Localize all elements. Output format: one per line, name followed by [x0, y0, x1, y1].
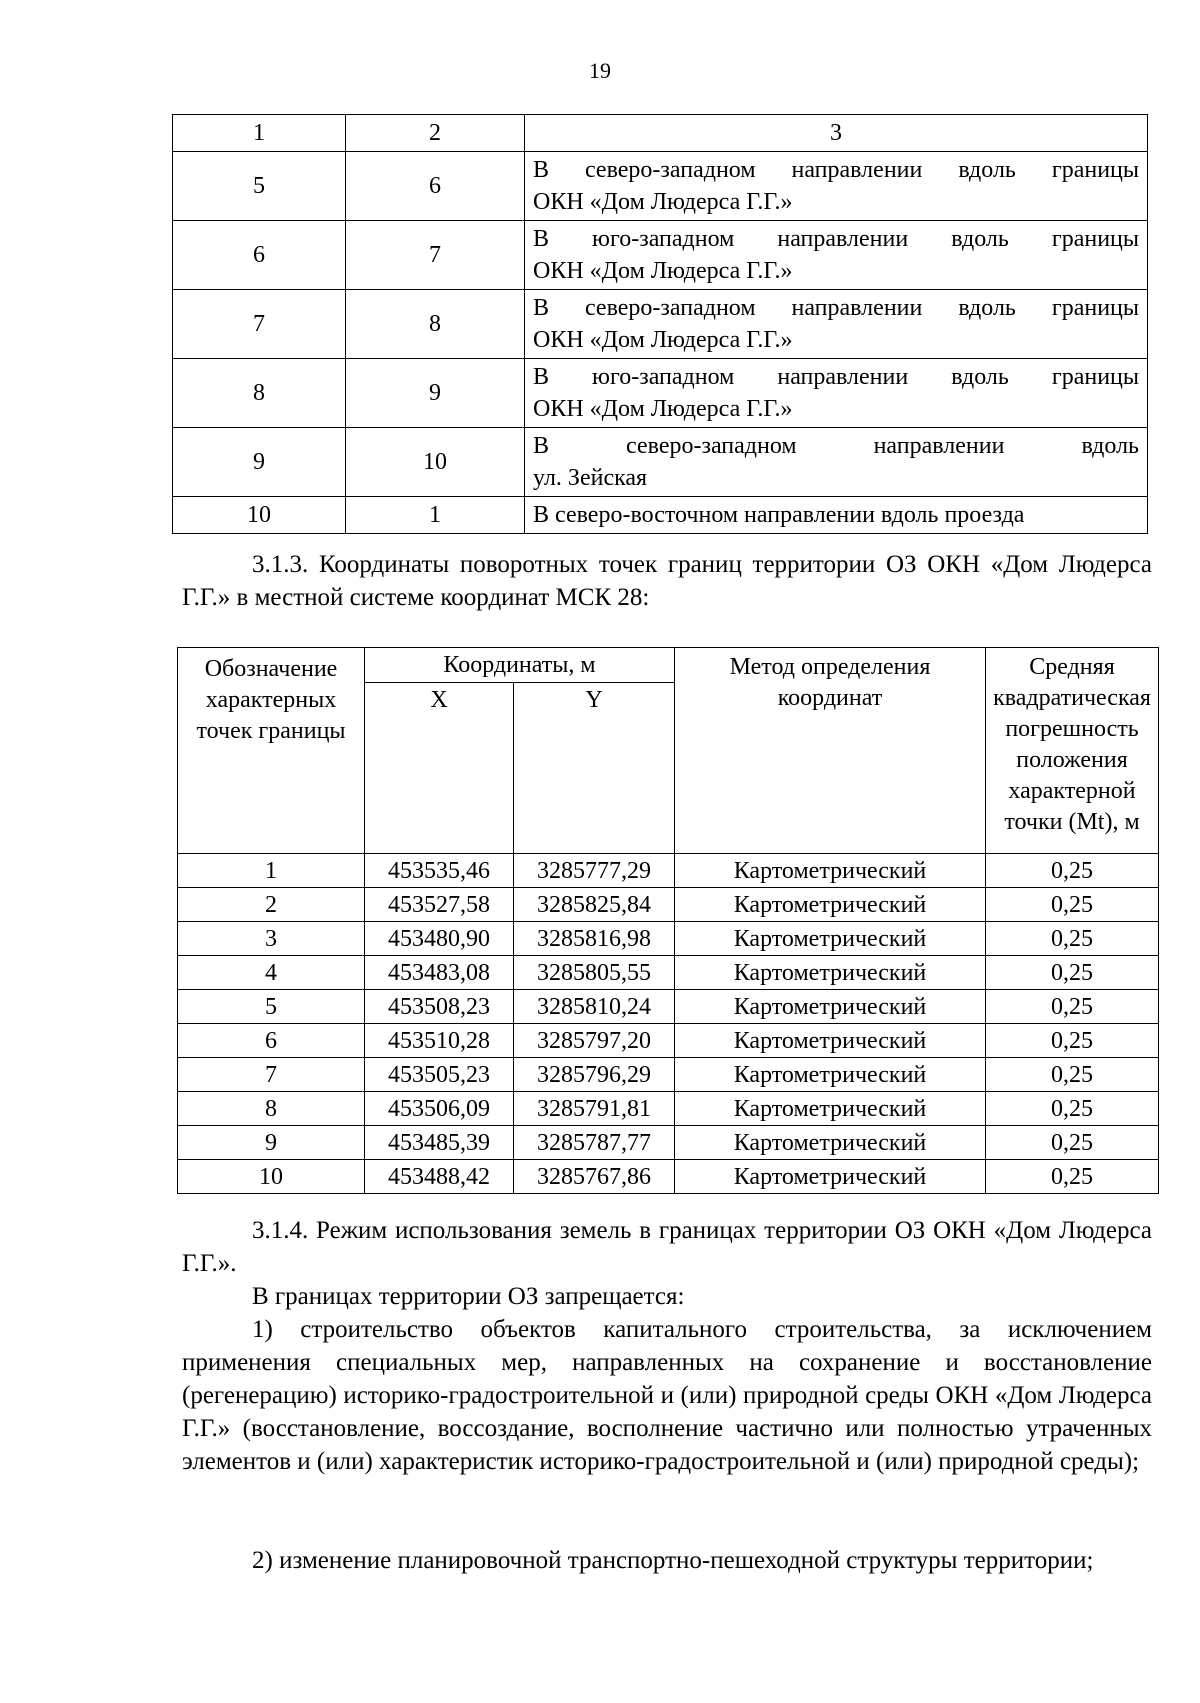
y-cell: 3285825,84: [514, 888, 675, 922]
section-3-1-3-text: [182, 548, 1152, 614]
point-cell: 4: [178, 956, 365, 990]
description-cell: В северо-восточном направлении вдоль проезда: [525, 497, 1148, 534]
description-line: ОКН «Дом Людерса Г.Г.»: [533, 327, 793, 353]
header-cell: 3: [525, 115, 1148, 152]
method-header: Метод определения координат: [675, 648, 986, 854]
method-cell: Картометрический: [675, 1160, 986, 1194]
table-row: [173, 359, 1148, 428]
error-header: Средняя квадратическая погрешность положения характерной точки (Mt), м: [986, 648, 1159, 854]
table-row: [178, 922, 1159, 956]
method-cell: Картометрический: [675, 854, 986, 888]
description-cell: [525, 152, 1148, 221]
point-cell: 2: [178, 888, 365, 922]
point-cell: 3: [178, 922, 365, 956]
table-row: [178, 1092, 1159, 1126]
description-line: В юго-западном направлении вдоль границы: [533, 364, 1139, 390]
x-cell: 453505,23: [365, 1058, 514, 1092]
table-row: [178, 888, 1159, 922]
point-cell: 5: [178, 990, 365, 1024]
section-3-1-4-intro: [182, 1280, 1152, 1313]
x-header: X: [365, 683, 514, 854]
table-header-row: [173, 115, 1148, 152]
from-point-cell: 10: [173, 497, 346, 534]
section-3-1-3-content: 3.1.3. Координаты поворотных точек границ территории ОЗ ОКН «Дом Людерса Г.Г.» в местной системе координат МСК 28:: [182, 551, 1152, 611]
description-line: ОКН «Дом Людерса Г.Г.»: [533, 396, 793, 422]
x-cell: 453535,46: [365, 854, 514, 888]
description-line: В юго-западном направлении вдоль границы: [533, 226, 1139, 252]
y-cell: 3285777,29: [514, 854, 675, 888]
to-point-cell: 1: [346, 497, 525, 534]
from-point-cell: 9: [173, 428, 346, 497]
to-point-cell: 6: [346, 152, 525, 221]
error-cell: 0,25: [986, 1160, 1159, 1194]
method-cell: Картометрический: [675, 1058, 986, 1092]
table-row: [173, 221, 1148, 290]
to-point-cell: 7: [346, 221, 525, 290]
table-header-row: [178, 648, 1159, 683]
x-cell: 453508,23: [365, 990, 514, 1024]
section-3-1-4-heading-text: 3.1.4. Режим использования земель в границах территории ОЗ ОКН «Дом Людерса Г.Г.».: [182, 1217, 1152, 1277]
to-point-cell: 9: [346, 359, 525, 428]
y-header: Y: [514, 683, 675, 854]
error-cell: 0,25: [986, 1058, 1159, 1092]
x-cell: 453488,42: [365, 1160, 514, 1194]
header-cell: 2: [346, 115, 525, 152]
table-row: [178, 1126, 1159, 1160]
description-line: ОКН «Дом Людерса Г.Г.»: [533, 258, 793, 284]
method-cell: Картометрический: [675, 888, 986, 922]
table-row: [178, 990, 1159, 1024]
to-point-cell: 8: [346, 290, 525, 359]
from-point-cell: 6: [173, 221, 346, 290]
x-cell: 453527,58: [365, 888, 514, 922]
description-cell: [525, 359, 1148, 428]
y-cell: 3285767,86: [514, 1160, 675, 1194]
x-cell: 453483,08: [365, 956, 514, 990]
to-point-cell: 10: [346, 428, 525, 497]
table-row: [178, 1160, 1159, 1194]
description-line: В северо-западном направлении вдоль границы: [533, 157, 1139, 183]
page-number: 19: [589, 58, 611, 83]
item-1-text: 1) строительство объектов капитального строительства, за исключением применения специальных мер, направленных на сохранение и восстановление (регенерацию) историко-градостроительной и (или) природной среды ОКН «Дом Людерса Г.Г.» (восстановление, воссоздание, восполнение частично или полностью утраченных элементов и (или) характеристик историко-градостроительной и (или) природной среды);: [182, 1316, 1152, 1475]
description-line: ул. Зейская: [533, 465, 648, 491]
point-cell: 9: [178, 1126, 365, 1160]
description-cell: [525, 221, 1148, 290]
point-header: Обозначение характерных точек границы: [178, 648, 365, 854]
y-cell: 3285791,81: [514, 1092, 675, 1126]
coordinates-table: [177, 647, 1159, 1194]
description-cell: [525, 290, 1148, 359]
section-3-1-4-item-2: [182, 1544, 1152, 1577]
x-cell: 453480,90: [365, 922, 514, 956]
error-cell: 0,25: [986, 1092, 1159, 1126]
coordinates-header: Координаты, м: [365, 648, 675, 683]
error-cell: 0,25: [986, 888, 1159, 922]
description-cell: [525, 428, 1148, 497]
point-cell: 10: [178, 1160, 365, 1194]
method-cell: Картометрический: [675, 922, 986, 956]
point-cell: 7: [178, 1058, 365, 1092]
description-line: В северо-западном направлении вдоль границы: [533, 295, 1139, 321]
x-cell: 453485,39: [365, 1126, 514, 1160]
table-row: [178, 956, 1159, 990]
method-cell: Картометрический: [675, 1126, 986, 1160]
error-cell: 0,25: [986, 956, 1159, 990]
x-cell: 453510,28: [365, 1024, 514, 1058]
section-3-1-4-intro-text: В границах территории ОЗ запрещается:: [252, 1283, 685, 1310]
error-cell: 0,25: [986, 1024, 1159, 1058]
point-cell: 6: [178, 1024, 365, 1058]
y-cell: 3285796,29: [514, 1058, 675, 1092]
description-line: ОКН «Дом Людерса Г.Г.»: [533, 189, 793, 215]
section-3-1-4-item-1: [182, 1313, 1152, 1478]
error-cell: 0,25: [986, 1126, 1159, 1160]
y-cell: 3285797,20: [514, 1024, 675, 1058]
method-cell: Картометрический: [675, 1024, 986, 1058]
error-cell: 0,25: [986, 854, 1159, 888]
section-3-1-4-heading: [182, 1214, 1152, 1280]
y-cell: 3285805,55: [514, 956, 675, 990]
boundary-description-table: [172, 114, 1148, 534]
point-cell: 8: [178, 1092, 365, 1126]
table-row: [178, 1058, 1159, 1092]
table-row: [173, 428, 1148, 497]
table-row: [173, 497, 1148, 534]
error-cell: 0,25: [986, 922, 1159, 956]
table-row: [178, 854, 1159, 888]
y-cell: 3285810,24: [514, 990, 675, 1024]
table-row: [178, 1024, 1159, 1058]
header-cell: 1: [173, 115, 346, 152]
table-row: [173, 152, 1148, 221]
method-cell: Картометрический: [675, 1092, 986, 1126]
method-cell: Картометрический: [675, 990, 986, 1024]
y-cell: 3285787,77: [514, 1126, 675, 1160]
description-line: В северо-западном направлении вдоль: [533, 433, 1139, 459]
from-point-cell: 5: [173, 152, 346, 221]
table-row: [173, 290, 1148, 359]
method-cell: Картометрический: [675, 956, 986, 990]
error-cell: 0,25: [986, 990, 1159, 1024]
point-cell: 1: [178, 854, 365, 888]
from-point-cell: 7: [173, 290, 346, 359]
y-cell: 3285816,98: [514, 922, 675, 956]
item-2-text: 2) изменение планировочной транспортно-пешеходной структуры территории;: [252, 1547, 1094, 1574]
x-cell: 453506,09: [365, 1092, 514, 1126]
from-point-cell: 8: [173, 359, 346, 428]
